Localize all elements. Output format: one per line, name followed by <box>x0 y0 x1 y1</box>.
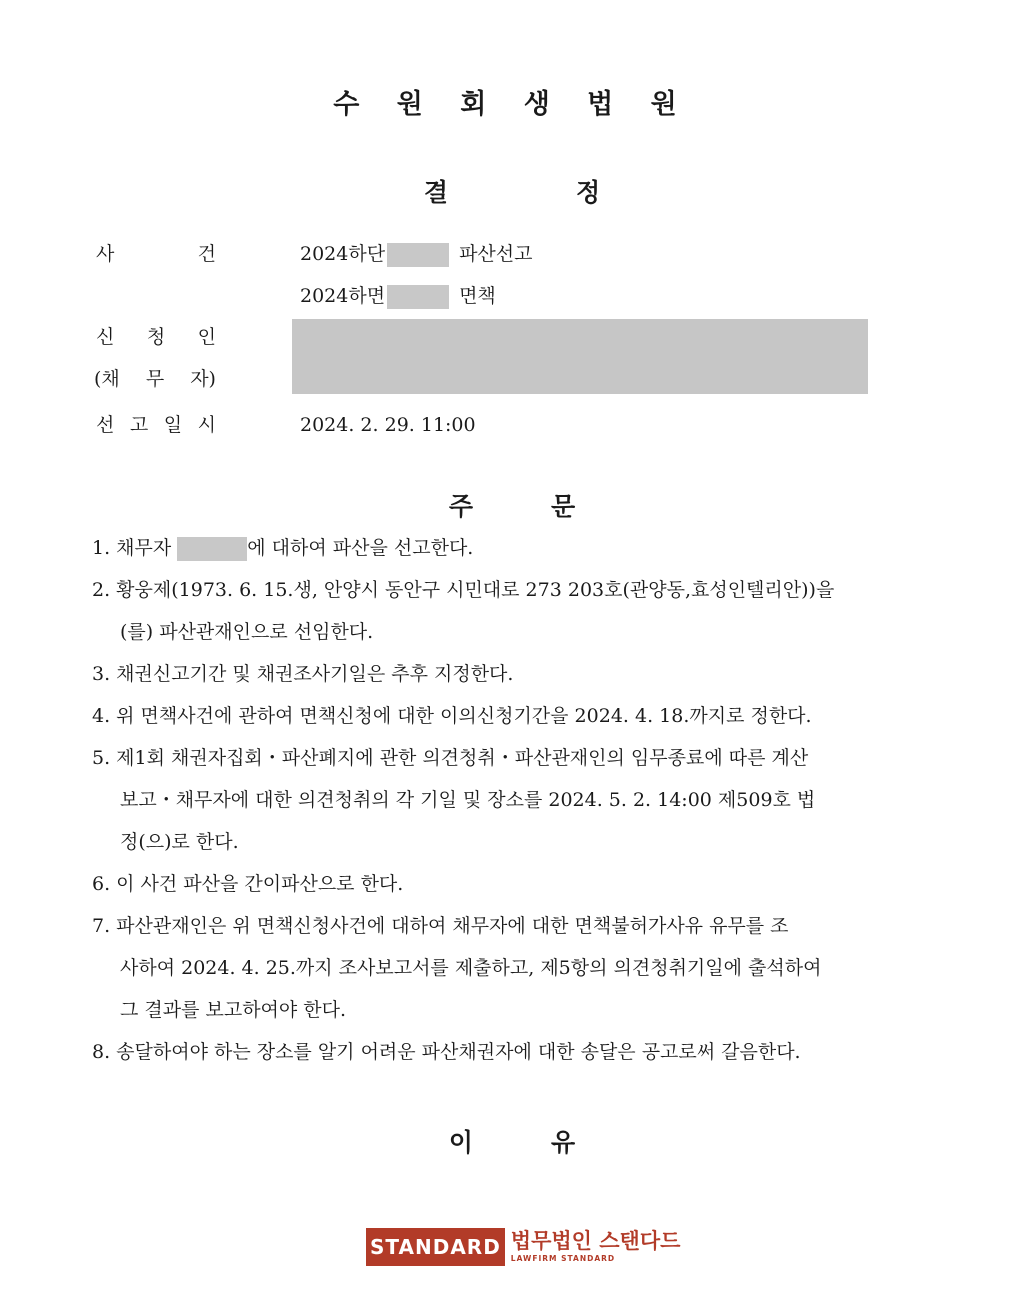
logo-korean: 법무법인 스탠다드 <box>510 1229 681 1254</box>
case-number-1: 2024하단 파산선고 <box>300 243 533 265</box>
order-item-8: 8. 송달하여야 하는 장소를 알기 어려운 파산채권자에 대한 송달은 공고로써 갈음한다. <box>92 1041 801 1063</box>
reason-heading-char: 유 <box>551 1128 576 1157</box>
order-item-5: 5. 제1회 채권자집회・파산폐지에 관한 의견청취・파산관재인의 임무종료에 따른 계산 <box>92 747 809 769</box>
applicant-redaction <box>292 319 868 394</box>
order-heading-char: 문 <box>551 492 576 521</box>
order-item-2: 2. 황웅제(1973. 6. 15.생, 안양시 동안구 시민대로 273 203호(관양동,효성인텔리안))을 <box>92 579 835 601</box>
order-item-2-cont: (를) 파산관재인으로 선임한다. <box>120 621 374 643</box>
court-title: 수 원 회 생 법 원 <box>333 89 691 120</box>
reason-heading <box>0 1123 1024 1159</box>
order-item-7-cont: 사하여 2024. 4. 25.까지 조사보고서를 제출하고, 제5항의 의견청취기일에 출석하여 <box>120 957 822 979</box>
logo-box: STANDARD <box>366 1228 505 1266</box>
order-item-7-cont: 그 결과를 보고하여야 한다. <box>120 999 347 1021</box>
order-item-4: 4. 위 면책사건에 관하여 면책신청에 대한 이의신청기간을 2024. 4. 18.까지로 정한다. <box>92 705 812 727</box>
redaction-box <box>387 243 449 267</box>
date-label: 선 고 일 시 <box>96 414 216 436</box>
decision-heading <box>0 173 1024 209</box>
debtor-label: (채 무 자) <box>94 368 216 390</box>
decision-heading-char: 결 <box>423 178 448 207</box>
order-item-7: 7. 파산관재인은 위 면책신청사건에 대하여 채무자에 대한 면책불허가사유 유무를 조 <box>92 915 789 937</box>
order-item-3: 3. 채권신고기간 및 채권조사기일은 추후 지정한다. <box>92 663 514 685</box>
reason-heading-char: 이 <box>448 1128 473 1157</box>
redaction-box <box>177 537 247 561</box>
logo-text <box>511 1231 681 1263</box>
applicant-label: 신 청 인 <box>96 326 216 348</box>
logo-english: LAWFIRM STANDARD <box>510 1254 616 1264</box>
decision-heading-char: 정 <box>576 178 601 207</box>
case-number-2: 2024하면 면책 <box>300 285 496 307</box>
order-item-1: 1. 채무자 에 대하여 파산을 선고한다. <box>92 537 474 559</box>
firm-logo <box>366 1228 680 1266</box>
date-value: 2024. 2. 29. 11:00 <box>300 414 476 436</box>
order-item-5-cont: 정(으)로 한다. <box>120 831 239 853</box>
order-heading-char: 주 <box>448 492 473 521</box>
order-item-6: 6. 이 사건 파산을 간이파산으로 한다. <box>92 873 404 895</box>
order-item-5-cont: 보고・채무자에 대한 의견청취의 각 기일 및 장소를 2024. 5. 2. 14:00 제509호 법 <box>120 789 816 811</box>
redaction-box <box>387 285 449 309</box>
order-heading <box>0 487 1024 523</box>
case-label: 사 건 <box>96 243 216 265</box>
